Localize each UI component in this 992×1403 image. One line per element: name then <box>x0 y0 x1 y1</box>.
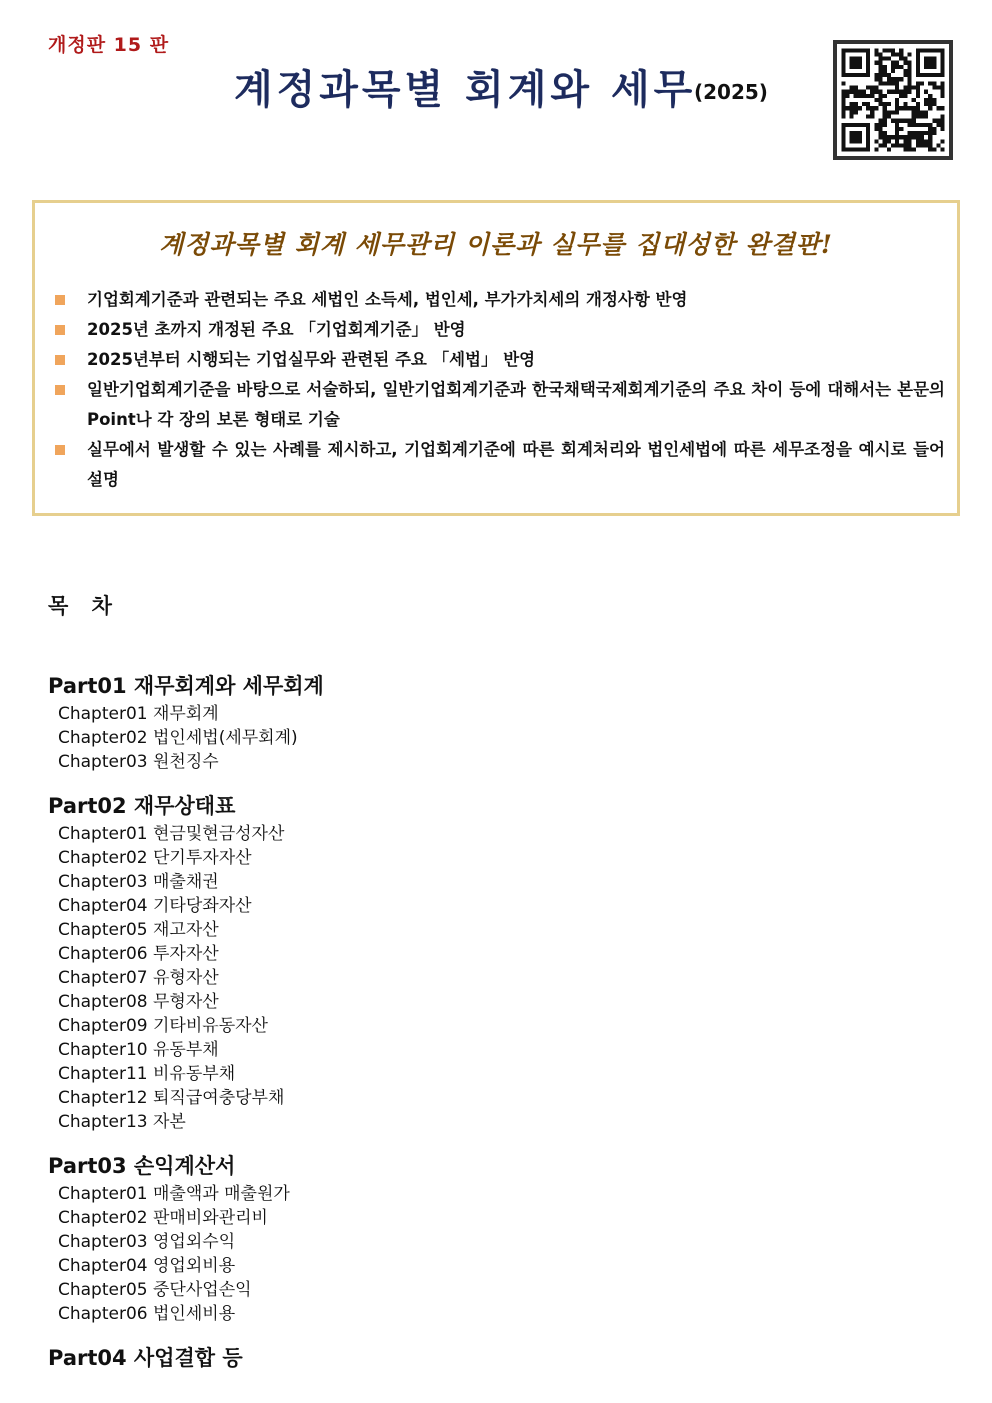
table-of-contents <box>48 672 948 1390</box>
chapter-item[interactable]: Chapter02 단기투자자산 <box>58 848 252 868</box>
chapter-item[interactable]: Chapter03 영업외수익 <box>58 1232 236 1252</box>
toc-part <box>48 1152 948 1326</box>
chapter-item[interactable]: Chapter12 퇴직급여충당부채 <box>58 1088 285 1108</box>
toc-part <box>48 792 948 1134</box>
chapter-item[interactable]: Chapter11 비유동부채 <box>58 1064 236 1084</box>
chapter-item[interactable]: Chapter03 매출채권 <box>58 872 219 892</box>
promo-headline: 계정과목별 회계 세무관리 이론과 실무를 집대성한 완결판! <box>159 230 833 259</box>
square-bullet-icon <box>55 295 65 305</box>
edition-label: 개정판 15 판 <box>48 34 170 56</box>
square-bullet-icon <box>55 325 65 335</box>
square-bullet-icon <box>55 355 65 365</box>
square-bullet-icon <box>55 385 65 395</box>
part-title[interactable]: Part02 재무상태표 <box>48 794 236 818</box>
promo-bullet: 일반기업회계기준을 바탕으로 서술하되, 일반기업회계기준과 한국채택국제회계기준의 주요 차이 등에 대해서는 본문의 Point나 각 장의 보론 형태로 기술 <box>49 375 945 435</box>
chapter-item[interactable]: Chapter01 재무회계 <box>58 704 219 724</box>
chapter-item[interactable]: Chapter02 판매비와관리비 <box>58 1208 268 1228</box>
toc-heading: 목 차 <box>48 594 120 618</box>
promo-bullet: 2025년부터 시행되는 기업실무와 관련된 주요 「세법」 반영 <box>49 345 945 375</box>
year-label: (2025) <box>694 80 768 104</box>
part-title[interactable]: Part01 재무회계와 세무회계 <box>48 674 324 698</box>
chapter-item[interactable]: Chapter06 투자자산 <box>58 944 219 964</box>
chapter-item[interactable]: Chapter01 현금및현금성자산 <box>58 824 285 844</box>
part-title[interactable]: Part04 사업결합 등 <box>48 1346 243 1370</box>
promo-bullet: 실무에서 발생할 수 있는 사례를 제시하고, 기업회계기준에 따른 회계처리와 법인세법에 따른 세무조정을 예시로 들어 설명 <box>49 435 945 495</box>
toc-part <box>48 672 948 774</box>
chapter-item[interactable]: Chapter09 기타비유동자산 <box>58 1016 268 1036</box>
chapter-item[interactable]: Chapter05 중단사업손익 <box>58 1280 252 1300</box>
chapter-item[interactable]: Chapter05 재고자산 <box>58 920 219 940</box>
qr-code-icon[interactable] <box>833 40 953 160</box>
square-bullet-icon <box>55 445 65 455</box>
part-title[interactable]: Part03 손익계산서 <box>48 1154 236 1178</box>
promo-bullet-list <box>49 285 945 495</box>
promo-bullet: 기업회계기준과 관련되는 주요 세법인 소득세, 법인세, 부가가치세의 개정사항 반영 <box>49 285 945 315</box>
toc-part <box>48 1344 948 1372</box>
chapter-item[interactable]: Chapter01 매출액과 매출원가 <box>58 1184 290 1204</box>
promo-box <box>32 200 960 516</box>
chapter-item[interactable]: Chapter08 무형자산 <box>58 992 219 1012</box>
chapter-item[interactable]: Chapter04 영업외비용 <box>58 1256 236 1276</box>
chapter-item[interactable]: Chapter10 유동부채 <box>58 1040 219 1060</box>
chapter-item[interactable]: Chapter13 자본 <box>58 1112 186 1132</box>
chapter-item[interactable]: Chapter06 법인세비용 <box>58 1304 236 1324</box>
promo-bullet: 2025년 초까지 개정된 주요 「기업회계기준」 반영 <box>49 315 945 345</box>
chapter-item[interactable]: Chapter04 기타당좌자산 <box>58 896 252 916</box>
chapter-item[interactable]: Chapter03 원천징수 <box>58 752 219 772</box>
chapter-item[interactable]: Chapter02 법인세법(세무회계) <box>58 728 298 748</box>
page-title: 계정과목별 회계와 세무 <box>234 67 697 113</box>
chapter-item[interactable]: Chapter07 유형자산 <box>58 968 219 988</box>
